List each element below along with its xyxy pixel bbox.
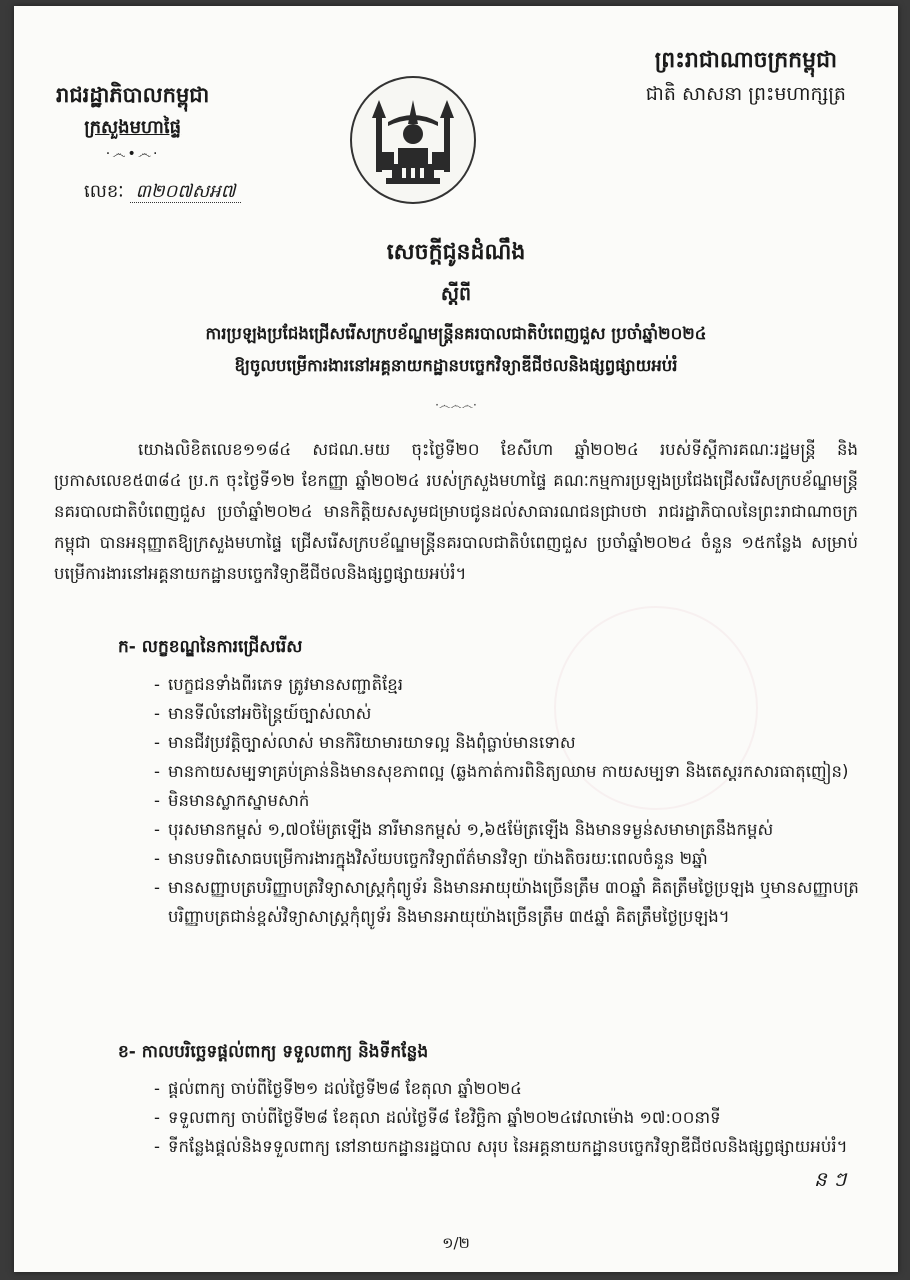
list-item: - មានសញ្ញាបត្របរិញ្ញាបត្រវិទ្យាសាស្ត្រកុំព្យូទ័រ និងមានអាយុយ៉ាងច្រើនត្រឹម ៣០ឆ្នាំ គិតត្រឹមថ្ងៃប្រឡង ឬមានសញ្ញាបត្របរិញ្ញាបត្រជាន់ខ្ពស់វិទ្យាសាស្ត្រកុំព្យូទ័រ និងមានអាយុយ៉ាងច្រើនត្រឹម ៣៥ឆ្នាំ គិតត្រឹមថ្ងៃប្រឡង។: [154, 873, 874, 931]
intro-paragraph: យោងលិខិតលេខ១១៨៤ សជណ.មយ ចុះថ្ងៃទី២០ ខែសីហា ឆ្នាំ២០២៤ របស់ទីស្តីការគណៈរដ្ឋមន្ត្រី និងប្រកាសលេខ៥៣៨៤ ប្រ.ក ចុះថ្ងៃទី១២ ខែកញ្ញា ឆ្នាំ២០២៤ របស់ក្រសួងមហាផ្ទៃ គណៈកម្មការប្រឡងប្រជែងជ្រើសរើសក្របខ័ណ្ឌមន្ត្រីនគរបាលជាតិបំពេញជួស ប្រចាំឆ្នាំ២០២៤ មានកិត្តិយសសូមជម្រាបជូនដល់សាធារណជនជ្រាបថា រាជរដ្ឋាភិបាលនៃព្រះរាជាណាចក្រកម្ពុជា បានអនុញ្ញាតឱ្យក្រសួងមហាផ្ទៃ ជ្រើសរើសក្របខ័ណ្ឌមន្ត្រីនគរបាលជាតិបំពេញជួស ប្រចាំឆ្នាំ២០២៤ ចំនួន ១៥កន្លែង សម្រាប់បម្រើការងារនៅអគ្គនាយកដ្ឋានបច្ចេកវិទ្យាឌីជីថលនិងផ្សព្វផ្សាយអប់រំ។: [54, 440, 858, 583]
list-item: - បុរសមានកម្ពស់ ១,៧០ម៉ែត្រឡើង នារីមានកម្ពស់ ១,៦៥ម៉ែត្រឡើង និងមានទម្ងន់សមាមាត្រនឹងកម្ពស់: [154, 815, 874, 844]
handwritten-initials: ន ៗ: [814, 1167, 847, 1191]
government-name: រាជរដ្ឋាភិបាលកម្ពុជា: [56, 82, 210, 107]
ref-value: ៣២០៧សអ៧: [130, 181, 242, 203]
title-ornament: ·෴෴෴·: [435, 398, 477, 412]
subject-line-2: ឱ្យចូលបម្រើការងារនៅអគ្គនាយកដ្ឋានបច្ចេកវិទ្យាឌីជីថលនិងផ្សព្វផ្សាយអប់រំ: [234, 356, 678, 375]
royal-coat-of-arms-icon: [350, 76, 476, 204]
subject-label: ស្តីពី: [440, 283, 472, 305]
list-item: - ទទួលពាក្យ ចាប់ពីថ្ងៃទី២៨ ខែតុលា ដល់ថ្ងៃទី៨ ខែវិច្ឆិកា ឆ្នាំ២០២៤វេលាម៉ោង ១៧:០០នាទី: [154, 1103, 874, 1132]
subject-line-1: ការប្រឡងប្រជែងជ្រើសរើសក្របខ័ណ្ឌមន្ត្រីនគរបាលជាតិបំពេញជួស ប្រចាំឆ្នាំ២០២៤: [205, 324, 707, 343]
list-item: - មានកាយសម្បទាគ្រប់គ្រាន់និងមានសុខភាពល្អ (ឆ្លងកាត់ការពិនិត្យឈាម កាយសម្បទា និងតេស្តរកសារធាតុញៀន): [154, 757, 874, 786]
page-number: ១/២: [442, 1234, 470, 1252]
conditions-list: [154, 670, 874, 931]
list-item: - មានជីវប្រវត្តិច្បាស់លាស់ មានកិរិយាមារយាទល្អ និងពុំធ្លាប់មានទោស: [154, 728, 874, 757]
section-heading-dates: ខ- កាលបរិច្ឆេទផ្តល់ពាក្យ ទទួលពាក្យ និងទីកន្លែង: [118, 1042, 429, 1062]
list-item: - មិនមានស្លាកស្នាមសាក់: [154, 786, 874, 815]
list-item: - បេក្ខជនទាំងពីរភេទ ត្រូវមានសញ្ជាតិខ្មែរ: [154, 670, 874, 699]
kingdom-header: [646, 46, 846, 110]
document-page: [14, 6, 898, 1272]
section-heading-conditions: ក- លក្ខខណ្ឌនៃការជ្រើសរើស: [118, 637, 303, 657]
list-item: - ផ្តល់ពាក្យ ចាប់ពីថ្ងៃទី២១ ដល់ថ្ងៃទី២៨ ខែតុលា ឆ្នាំ២០២៤: [154, 1074, 874, 1103]
document-heading: សេចក្តីជូនដំណឹង: [386, 239, 526, 265]
national-motto: ជាតិ សាសនា ព្រះមហាក្សត្រ: [645, 83, 846, 105]
list-item: - ទីកន្លែងផ្តល់និងទទួលពាក្យ នៅនាយកដ្ឋានរដ្ឋបាល សរុប នៃអគ្គនាយកដ្ឋានបច្ចេកវិទ្យាឌីជីថលនិងផ្សព្វផ្សាយអប់រំ។: [154, 1132, 874, 1161]
dates-list: [154, 1074, 874, 1161]
list-item: - មានទីលំនៅអចិន្ត្រៃយ៍ច្បាស់លាស់: [154, 699, 874, 728]
ministry-name: ក្រសួងមហាផ្ទៃ: [84, 117, 182, 138]
ornament-divider: ·෴•෴·: [105, 146, 160, 162]
issuer-block: [56, 82, 209, 162]
list-item: - មានបទពិសោធបម្រើការងារក្នុងវិស័យបច្ចេកវិទ្យាព័ត៌មានវិទ្យា យ៉ាងតិចរយៈពេលចំនួន ២ឆ្នាំ: [154, 844, 874, 873]
ref-label: លេខៈ: [84, 181, 124, 202]
kingdom-title: ព្រះរាជាណាចក្រកម្ពុជា: [654, 47, 838, 73]
reference-number: [84, 179, 241, 206]
